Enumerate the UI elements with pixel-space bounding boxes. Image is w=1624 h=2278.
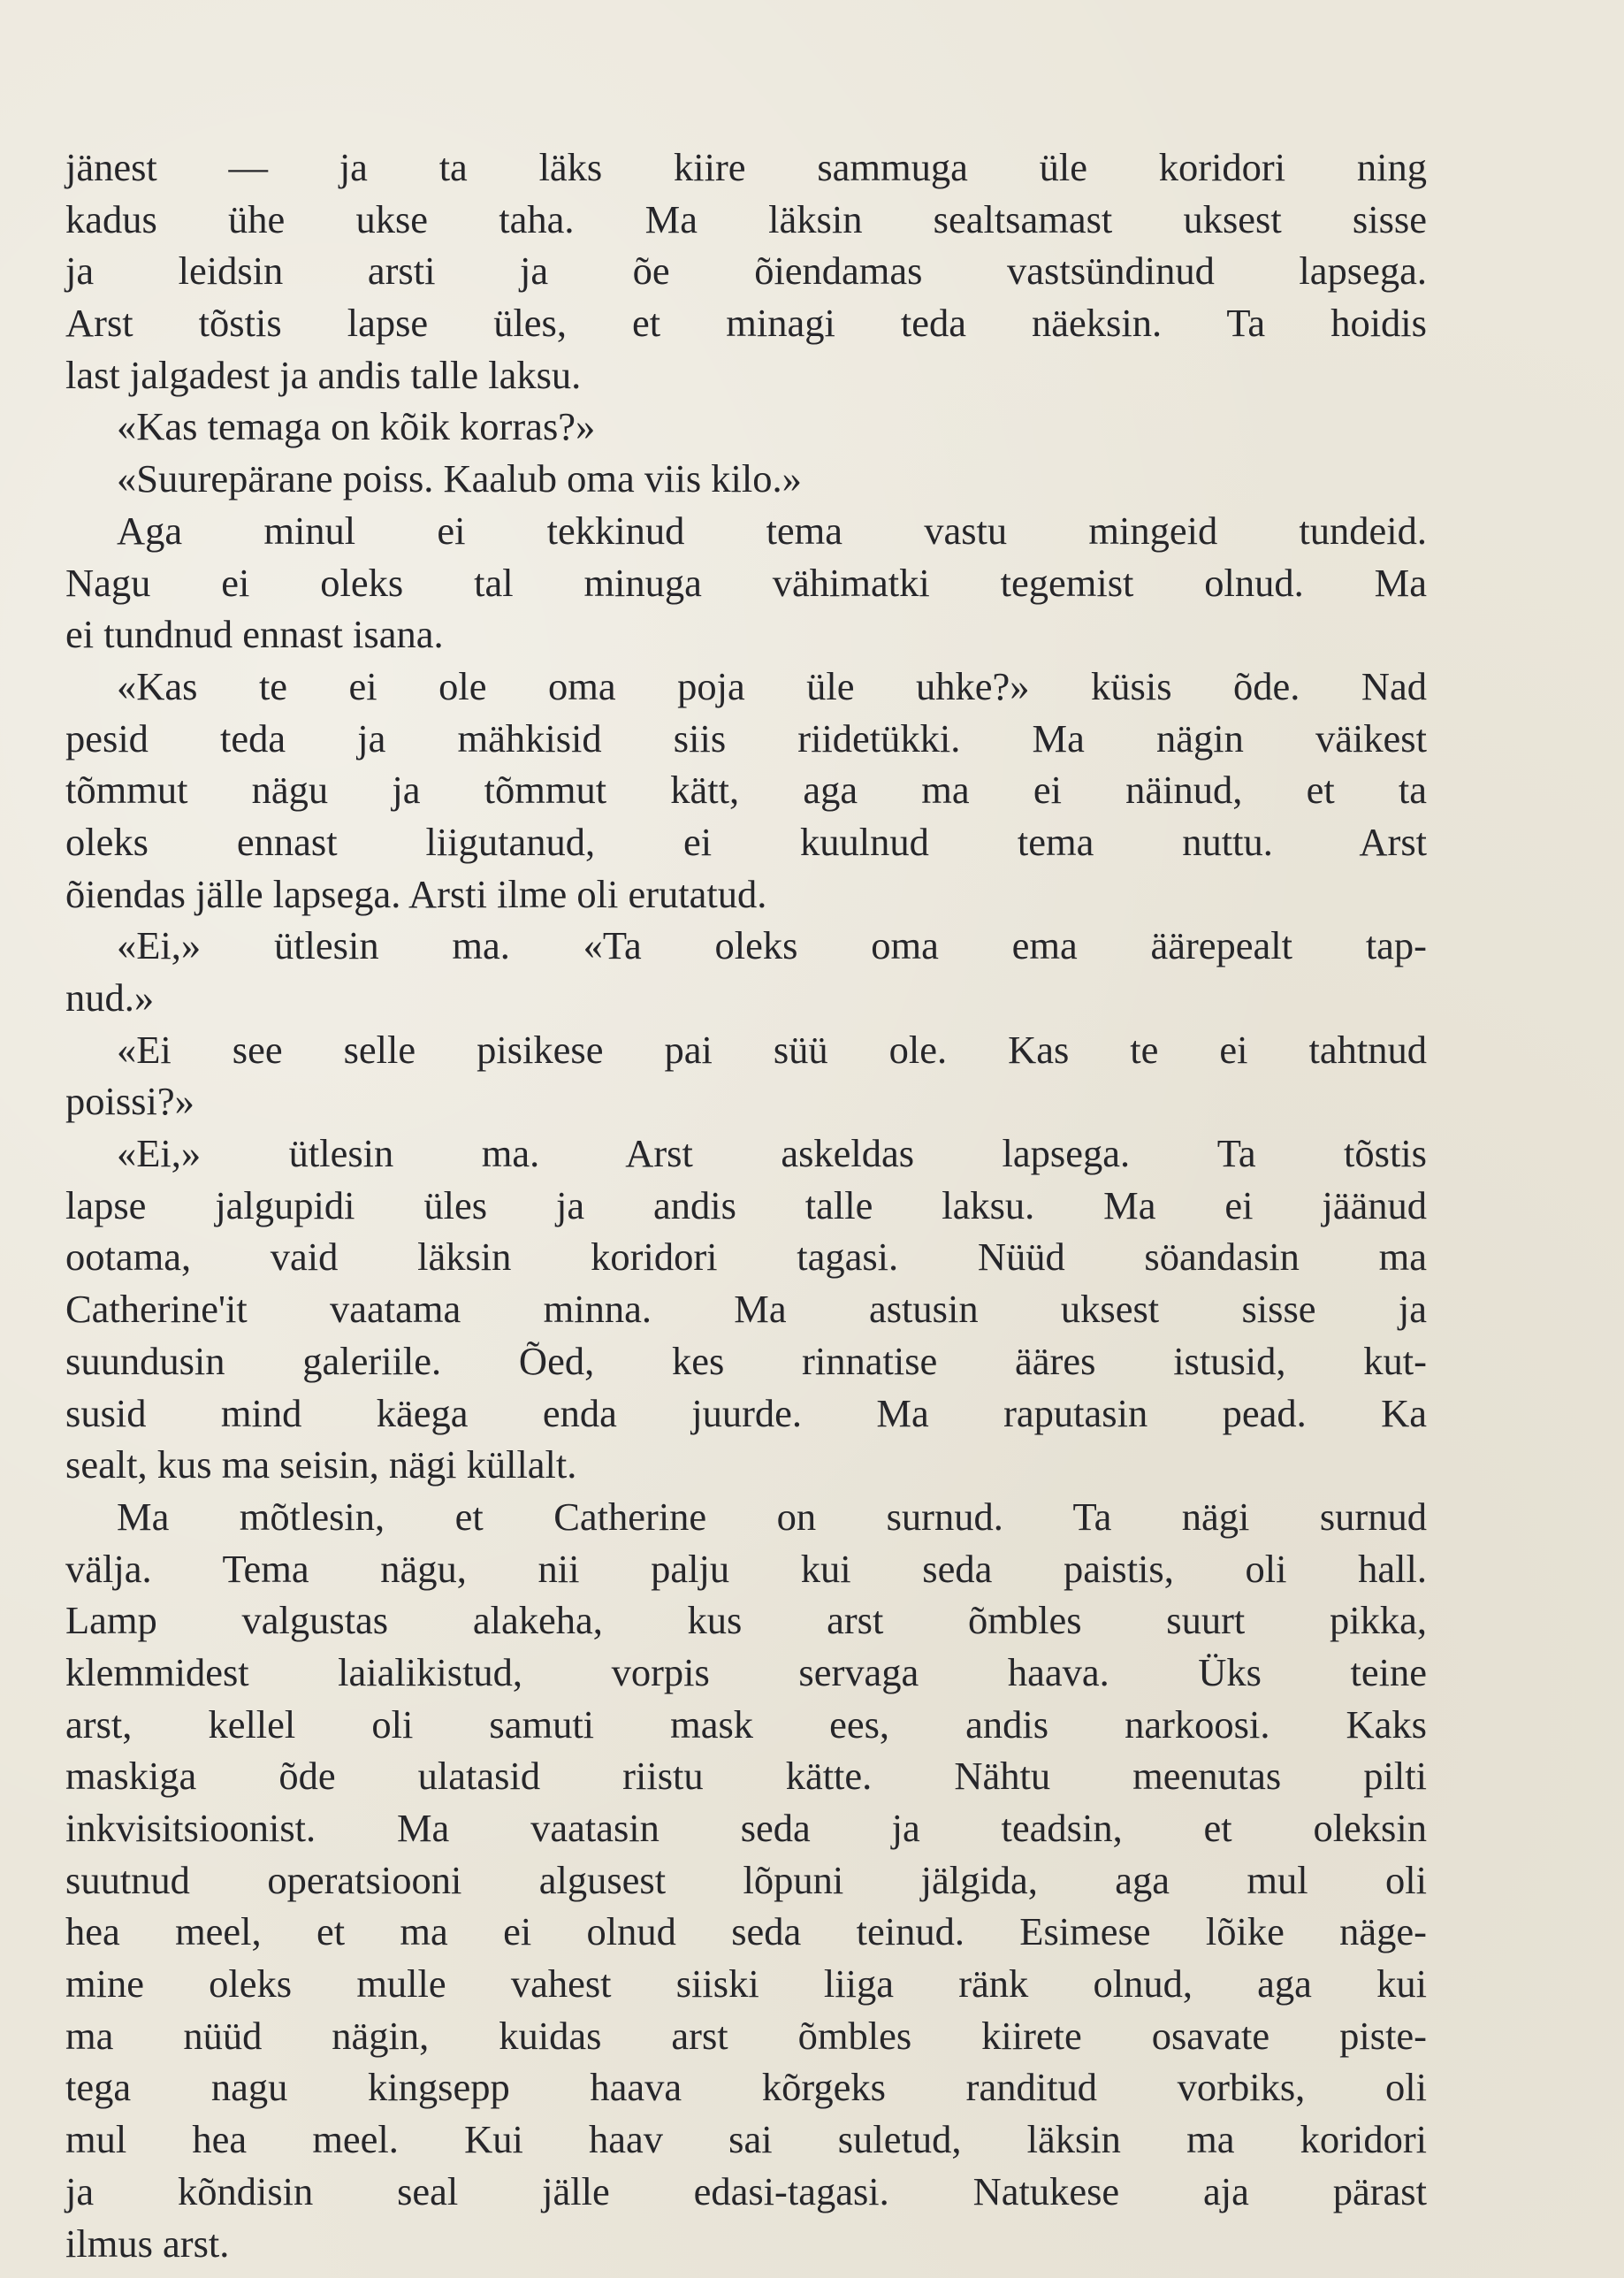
text-line: sealt, kus ma seisin, nägi küllalt. [65, 1442, 577, 1487]
text-line: Catherine'it vaatama minna. Ma astusin uksest sisse ja [65, 1287, 1427, 1332]
text-line: õiendas jälle lapsega. Arsti ilme oli erutatud. [65, 871, 767, 916]
body-text [65, 141, 1427, 2269]
text-line: Nagu ei oleks tal minuga vähimatki tegemist olnud. Ma [65, 560, 1427, 605]
text-line: ja leidsin arsti ja õe õiendamas vastsündinud lapsega. [65, 248, 1427, 294]
text-line: tõmmut nägu ja tõmmut kätt, aga ma ei näinud, et ta [65, 768, 1427, 813]
text-line: ei tundnud ennast isana. [65, 612, 444, 657]
text-line: ootama, vaid läksin koridori tagasi. Nüüd söandasin ma [65, 1235, 1427, 1280]
text-line: välja. Tema nägu, nii palju kui seda paistis, oli hall. [65, 1546, 1427, 1591]
text-line: kadus ühe ukse taha. Ma läksin sealtsamast uksest sisse [65, 196, 1427, 241]
text-line: jänest — ja ta läks kiire sammuga üle koridori ning [65, 145, 1427, 189]
text-line: poissi?» [65, 1079, 194, 1124]
text-line: pesid teda ja mähkisid siis riidetükki. Ma nägin väikest [65, 715, 1427, 761]
text-line: Arst tõstis lapse üles, et minagi teda näeksin. Ta hoidis [65, 301, 1427, 346]
text-line: nud.» [65, 975, 155, 1020]
text-line: oleks ennast liigutanud, ei kuulnud tema nuttu. Arst [65, 819, 1427, 864]
text-line: susid mind käega enda juurde. Ma raputasin pead. Ka [65, 1390, 1427, 1435]
text-line: «Kas temaga on kõik korras?» [117, 404, 596, 449]
text-line: «Ei see selle pisikese pai süü ole. Kas te ei tahtnud [117, 1027, 1427, 1072]
text-line: ma nüüd nägin, kuidas arst õmbles kiirete osavate piste- [65, 2013, 1427, 2058]
text-line: ilmus arst. [65, 2221, 230, 2266]
text-line: mul hea meel. Kui haav sai suletud, läksin ma koridori [65, 2117, 1427, 2162]
text-line: «Ei,» ütlesin ma. «Ta oleks oma ema äärepealt tap- [117, 923, 1427, 968]
text-line: maskiga õde ulatasid riistu kätte. Nähtu meenutas pilti [65, 1754, 1427, 1799]
text-line: arst, kellel oli samuti mask ees, andis narkoosi. Kaks [65, 1701, 1427, 1747]
text-line: klemmidest laialikistud, vorpis servaga haava. Üks teine [65, 1649, 1427, 1694]
text-line: ja kõndisin seal jälle edasi-tagasi. Natukese aja pärast [65, 2168, 1427, 2213]
text-line: «Suurepärane poiss. Kaalub oma viis kilo.» [117, 456, 802, 501]
text-line: Aga minul ei tekkinud tema vastu mingeid tundeid. [117, 508, 1427, 553]
text-line: Ma mõtlesin, et Catherine on surnud. Ta nägi surnud [117, 1494, 1427, 1539]
text-line: last jalgadest ja andis talle laksu. [65, 352, 582, 397]
text-line: hea meel, et ma ei olnud seda teinud. Esimese lõike näge- [65, 1909, 1427, 1954]
text-line: mine oleks mulle vahest siiski liiga ränk olnud, aga kui [65, 1961, 1427, 2007]
text-line: suutnud operatsiooni algusest lõpuni jälgida, aga mul oli [65, 1857, 1427, 1902]
text-line: «Ei,» ütlesin ma. Arst askeldas lapsega. Ta tõstis [117, 1131, 1427, 1176]
text-line: Lamp valgustas alakeha, kus arst õmbles suurt pikka, [65, 1598, 1427, 1643]
text-line: suundusin galeriile. Õed, kes rinnatise ääres istusid, kut- [65, 1338, 1427, 1383]
text-line: lapse jalgupidi üles ja andis talle laksu. Ma ei jäänud [65, 1182, 1427, 1227]
text-line: inkvisitsioonist. Ma vaatasin seda ja teadsin, et oleksin [65, 1806, 1427, 1850]
text-line: tega nagu kingsepp haava kõrgeks randitud vorbiks, oli [65, 2065, 1427, 2110]
text-line: «Kas te ei ole oma poja üle uhke?» küsis õde. Nad [117, 663, 1427, 708]
